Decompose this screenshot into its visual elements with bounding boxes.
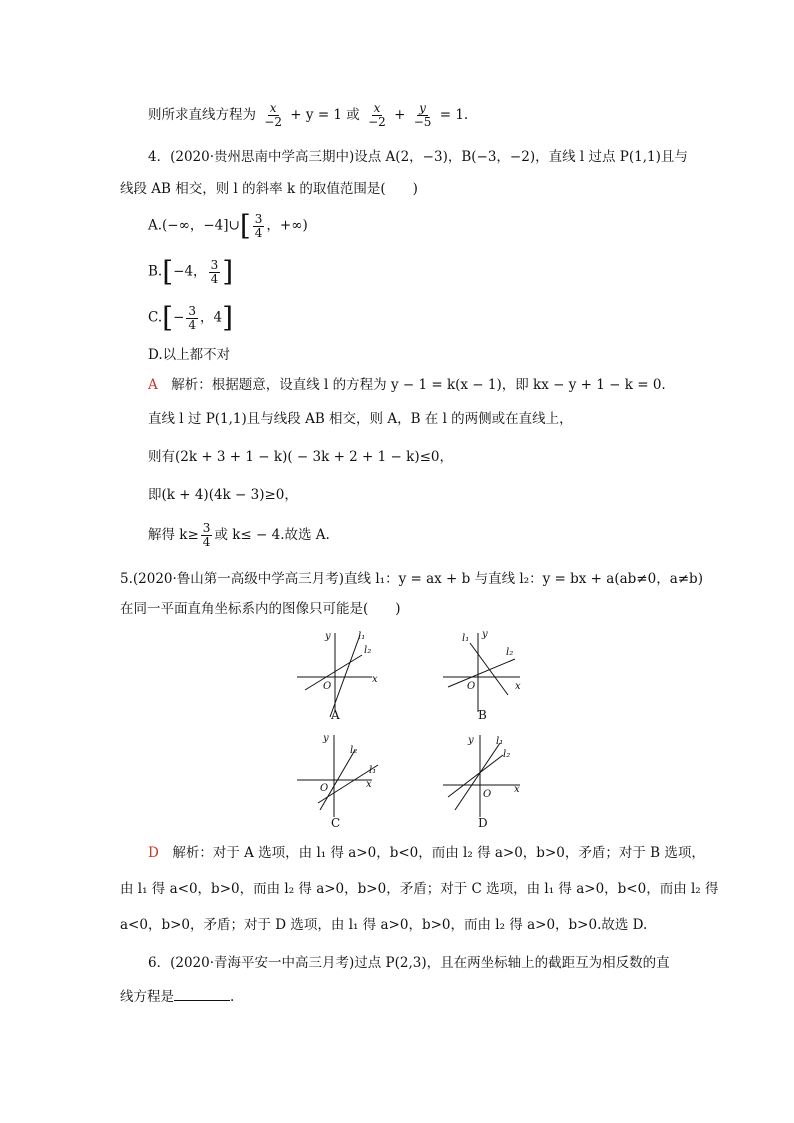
graph-b-caption: B xyxy=(478,708,487,722)
graph-d-l1-label: l₁ xyxy=(496,736,504,747)
prev-suffix: = 1. xyxy=(439,107,469,123)
q4-solution-line5: 解得 k≥ $\frac{3}{4}$ 或 k≤ − 4.故选 A. xyxy=(148,521,330,549)
graph-a-x-label: x xyxy=(372,674,378,685)
graph-b-x-label: x xyxy=(515,681,521,692)
line-l1 xyxy=(470,643,508,695)
line-l2 xyxy=(448,755,503,797)
q4-solution-line1: A 解析：根据题意，设直线 l 的方程为 y − 1 = k(x − 1)，即 kx − y + 1 − k = 0. xyxy=(148,377,666,393)
q4-option-a: A.(−∞，−4]∪[ $\frac{3}{4}$ ，+∞) xyxy=(148,209,308,242)
graph-a xyxy=(297,633,372,717)
q6-stem-line1: 6．(2020·青海平安一中高三月考)过点 P(2,3)，且在两坐标轴上的截距互为相反数的直 xyxy=(148,955,670,971)
fraction-3-4: $\frac{3}{4}$ xyxy=(254,211,263,240)
q5-solution-line3: a<0，b>0，矛盾；对于 D 选项，由 l₁ 得 a>0，b>0，而由 l₂ 得 a>0，b>0.故选 D. xyxy=(120,917,648,933)
graph-c-origin: O xyxy=(320,783,329,794)
q4-stem-line2: 线段 AB 相交，则 l 的斜率 k 的取值范围是( ) xyxy=(120,181,418,197)
q4-option-d: D.以上都不对 xyxy=(148,347,231,363)
line-l1 xyxy=(455,743,500,810)
fraction-3-4: $\frac{3}{4}$ xyxy=(210,257,219,286)
q5-stem-line2: 在同一平面直角坐标系内的图像只可能是( ) xyxy=(120,601,401,617)
fraction-3-4: $\frac{3}{4}$ xyxy=(188,303,197,332)
graph-a-l2-label: l₂ xyxy=(364,645,372,656)
q6-stem-line2: 线方程是 . xyxy=(120,989,235,1005)
fraction-x-over-minus2: $\frac{x}{-2}$ xyxy=(264,101,282,129)
q4-answer: A xyxy=(148,377,158,393)
line-l2 xyxy=(448,659,515,687)
line-l2 xyxy=(305,655,362,690)
graph-d-l2-label: l₂ xyxy=(503,749,511,760)
q5-answer: D xyxy=(148,845,159,861)
graph-c-l1-label: l₁ xyxy=(369,765,377,776)
graph-d-origin: O xyxy=(483,789,492,800)
graph-d xyxy=(443,735,520,817)
q4-solution-line3: 则有(2k + 3 + 1 − k)( − 3k + 2 + 1 − k)≤0， xyxy=(148,449,453,465)
graph-b-l1-label: l₁ xyxy=(462,633,470,644)
graph-a-l1-label: l₁ xyxy=(358,631,366,642)
graph-a-y-label: y xyxy=(325,631,331,642)
prev-prefix: 则所求直线方程为 xyxy=(148,107,256,123)
q4-option-c: C.[− $\frac{3}{4}$ ，4] xyxy=(148,301,234,334)
prev-mid: + y = 1 或 xyxy=(290,107,360,123)
graph-d-x-label: x xyxy=(514,784,520,795)
graph-b-l2-label: l₂ xyxy=(506,647,514,658)
q4-solution-line2: 直线 l 过 P(1,1)且与线段 AB 相交，则 A，B 在 l 的两侧或在直线上， xyxy=(148,411,573,427)
graph-c-y-label: y xyxy=(323,733,329,744)
q5-solution-line2: 由 l₁ 得 a<0，b>0，而由 l₂ 得 a>0，b>0，矛盾；对于 C 选项，由 l₁ 得 a>0，b<0，而由 l₂ 得 xyxy=(120,881,719,897)
fraction-y-over-minus5: $\frac{y}{-5}$ xyxy=(413,101,432,129)
graph-b xyxy=(443,633,520,712)
fraction-3-4: $\frac{3}{4}$ xyxy=(202,521,211,549)
graph-c xyxy=(297,735,378,817)
q5-stem-line1: 5.(2020·鲁山第一高级中学高三月考)直线 l₁：y = ax + b 与直线 l₂：y = bx + a(ab≠0，a≠b) xyxy=(120,571,703,587)
graph-c-caption: C xyxy=(331,816,341,830)
graph-d-caption: D xyxy=(478,816,488,830)
prev-answer-line xyxy=(148,102,468,129)
q5-solution-line1: D 解析：对于 A 选项，由 l₁ 得 a>0，b<0，而由 l₂ 得 a>0，b>0，矛盾；对于 B 选项， xyxy=(148,845,705,861)
graph-b-y-label: y xyxy=(482,629,488,640)
q5-graphs xyxy=(0,625,794,835)
graph-c-l2-label: l₂ xyxy=(350,745,358,756)
graph-c-x-label: x xyxy=(366,779,372,790)
graph-d-y-label: y xyxy=(468,735,474,746)
fraction-x-over-minus2-second: $\frac{x}{-2}$ xyxy=(368,101,386,129)
graph-b-origin: O xyxy=(467,681,476,692)
answer-blank[interactable] xyxy=(174,988,230,1001)
graph-a-caption: A xyxy=(331,708,340,722)
prev-plus: + xyxy=(394,107,406,123)
graph-a-origin: O xyxy=(323,681,332,692)
q4-solution-line4: 即(k + 4)(4k − 3)≥0， xyxy=(148,487,298,503)
q4-stem-line1: 4．(2020·贵州思南中学高三期中)设点 A(2，−3)，B(−3，−2)，直线 l 过点 P(1,1)且与 xyxy=(148,149,688,165)
q4-option-b: B.[−4， $\frac{3}{4}$ ] xyxy=(148,255,234,288)
